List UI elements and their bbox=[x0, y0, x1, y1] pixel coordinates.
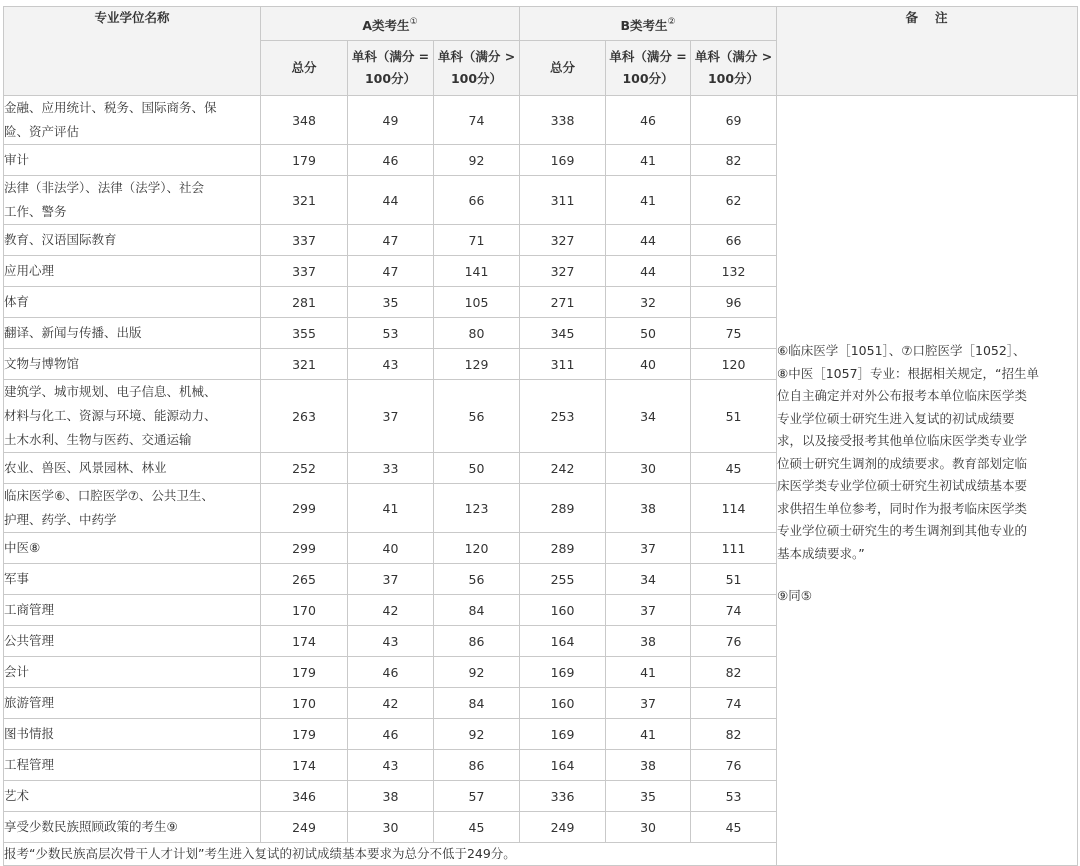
a-single-gt-cell: 84 bbox=[434, 688, 520, 719]
b-total-cell: 327 bbox=[520, 225, 606, 256]
note-cell bbox=[777, 96, 1078, 866]
b-single-eq-cell: 38 bbox=[606, 750, 691, 781]
b-single-gt-cell: 76 bbox=[691, 626, 777, 657]
b-single-eq-cell: 37 bbox=[606, 688, 691, 719]
b-single-gt-cell: 111 bbox=[691, 533, 777, 564]
major-name-cell bbox=[4, 256, 261, 287]
a-single-gt-cell: 66 bbox=[434, 176, 520, 225]
major-name-line: 军事 bbox=[4, 571, 30, 586]
a-total-cell: 249 bbox=[261, 812, 348, 843]
major-name-line: 会计 bbox=[4, 664, 30, 679]
a-total-cell: 265 bbox=[261, 564, 348, 595]
b-total-cell: 311 bbox=[520, 349, 606, 380]
major-name-line: 翻译、新闻与传播、出版 bbox=[4, 325, 142, 340]
b-single-eq-cell: 35 bbox=[606, 781, 691, 812]
b-single-gt-cell: 51 bbox=[691, 564, 777, 595]
major-name-line: 教育、汉语国际教育 bbox=[4, 232, 117, 247]
b-total-cell: 327 bbox=[520, 256, 606, 287]
b-single-gt-cell: 69 bbox=[691, 96, 777, 145]
major-name-cell bbox=[4, 657, 261, 688]
b-single-eq-cell: 41 bbox=[606, 657, 691, 688]
note-line: 专业学位硕士研究生的考生调剂到其他专业的 bbox=[777, 523, 1028, 538]
group-b-header: B类考生② bbox=[520, 7, 777, 41]
a-single-eq-cell: 43 bbox=[348, 626, 434, 657]
a-single-gt-cell: 86 bbox=[434, 750, 520, 781]
b-single-eq-cell: 41 bbox=[606, 719, 691, 750]
b-single-gt-cell: 51 bbox=[691, 380, 777, 453]
b-single-gt-cell: 75 bbox=[691, 318, 777, 349]
b-single-gt-cell: 132 bbox=[691, 256, 777, 287]
note-second: ⑨同⑤ bbox=[777, 588, 812, 603]
major-name-line: 险、资产评估 bbox=[4, 124, 80, 139]
a-single-eq-cell: 30 bbox=[348, 812, 434, 843]
note-line: 位硕士研究生调剂的成绩要求。教育部划定临 bbox=[777, 455, 1028, 471]
a-single-eq-cell: 42 bbox=[348, 688, 434, 719]
major-name-line: 法律（非法学）、法律（法学）、社会 bbox=[4, 180, 205, 195]
a-total-cell: 170 bbox=[261, 595, 348, 626]
b-single-gt-cell: 82 bbox=[691, 719, 777, 750]
note-line: 基本成绩要求。” bbox=[777, 545, 865, 561]
a-single-gt-cell: 105 bbox=[434, 287, 520, 318]
a-single-gt-cell: 92 bbox=[434, 719, 520, 750]
a-single-gt-cell: 71 bbox=[434, 225, 520, 256]
note-paragraph bbox=[777, 340, 1077, 565]
major-name-line: 艺术 bbox=[4, 788, 30, 803]
b-total-cell: 338 bbox=[520, 96, 606, 145]
b-total-cell: 169 bbox=[520, 719, 606, 750]
a-single-eq-cell: 41 bbox=[348, 484, 434, 533]
b-total-cell: 271 bbox=[520, 287, 606, 318]
a-total-cell: 337 bbox=[261, 225, 348, 256]
a-total-cell: 321 bbox=[261, 349, 348, 380]
a-total-cell: 174 bbox=[261, 750, 348, 781]
major-name-cell bbox=[4, 719, 261, 750]
b-single-eq-cell: 41 bbox=[606, 176, 691, 225]
b-single-gt-cell: 62 bbox=[691, 176, 777, 225]
a-single-gt-cell: 92 bbox=[434, 657, 520, 688]
a-single-eq-cell: 33 bbox=[348, 453, 434, 484]
b-total-cell: 253 bbox=[520, 380, 606, 453]
b-single-gt-cell: 114 bbox=[691, 484, 777, 533]
major-name-cell bbox=[4, 380, 261, 453]
major-name-line: 旅游管理 bbox=[4, 695, 55, 710]
a-total-cell: 179 bbox=[261, 719, 348, 750]
name-column-header: 专业学位名称 bbox=[4, 7, 261, 96]
note-column-header: 备 注 bbox=[777, 7, 1078, 96]
b-single-eq-cell: 50 bbox=[606, 318, 691, 349]
a-total-cell: 321 bbox=[261, 176, 348, 225]
b-single-eq-cell: 37 bbox=[606, 595, 691, 626]
group-a-header: A类考生① bbox=[261, 7, 520, 41]
a-total-cell: 174 bbox=[261, 626, 348, 657]
a-single-eq-cell: 44 bbox=[348, 176, 434, 225]
major-name-cell bbox=[4, 176, 261, 225]
b-total-cell: 242 bbox=[520, 453, 606, 484]
a-single-gt-cell: 86 bbox=[434, 626, 520, 657]
major-name-line: 公共管理 bbox=[4, 633, 55, 648]
b-single-gt-cell: 66 bbox=[691, 225, 777, 256]
b-single-gt-cell: 74 bbox=[691, 688, 777, 719]
major-name-line: 审计 bbox=[4, 152, 30, 167]
major-name-line: 材料与化工、资源与环境、能源动力、 bbox=[4, 408, 217, 423]
a-single-eq-cell: 53 bbox=[348, 318, 434, 349]
major-name-line: 工作、警务 bbox=[4, 204, 67, 219]
note-line: 求供招生单位参考，同时作为报考临床医学类 bbox=[777, 500, 1028, 516]
b-total-cell: 255 bbox=[520, 564, 606, 595]
major-name-line: 农业、兽医、风景园林、林业 bbox=[4, 460, 167, 475]
a-single-eq-cell: 37 bbox=[348, 380, 434, 453]
b-single-eq-cell: 40 bbox=[606, 349, 691, 380]
a-total-cell: 179 bbox=[261, 145, 348, 176]
b-single-eq-cell: 44 bbox=[606, 225, 691, 256]
a-single-gt-cell: 80 bbox=[434, 318, 520, 349]
b-total-cell: 169 bbox=[520, 657, 606, 688]
b-total-cell: 249 bbox=[520, 812, 606, 843]
a-single-gt-cell: 141 bbox=[434, 256, 520, 287]
b-single-eq-cell: 41 bbox=[606, 145, 691, 176]
a-total-cell: 179 bbox=[261, 657, 348, 688]
a-single-eq-cell: 47 bbox=[348, 256, 434, 287]
b-single-eq-cell: 34 bbox=[606, 564, 691, 595]
major-name-cell bbox=[4, 318, 261, 349]
b-single-gt-cell: 53 bbox=[691, 781, 777, 812]
a-total-cell: 263 bbox=[261, 380, 348, 453]
b-single-eq-cell: 37 bbox=[606, 533, 691, 564]
major-name-cell bbox=[4, 225, 261, 256]
a-single-gt-cell: 120 bbox=[434, 533, 520, 564]
b-single-eq-cell: 46 bbox=[606, 96, 691, 145]
a-total-cell: 252 bbox=[261, 453, 348, 484]
a-single-gt-cell: 56 bbox=[434, 564, 520, 595]
b-single-eq-cell: 32 bbox=[606, 287, 691, 318]
note-line: 专业学位硕士研究生进入复试的初试成绩要 bbox=[777, 410, 1015, 426]
major-name-line: 工商管理 bbox=[4, 602, 55, 617]
major-name-line: 护理、药学、中药学 bbox=[4, 512, 117, 527]
major-name-cell bbox=[4, 750, 261, 781]
a-single-gt-cell: 84 bbox=[434, 595, 520, 626]
table-body bbox=[4, 96, 1078, 866]
header-row-1 bbox=[4, 7, 1078, 41]
a-single-eq-cell: 43 bbox=[348, 349, 434, 380]
a-single-eq-cell: 46 bbox=[348, 719, 434, 750]
b-single-eq-cell: 30 bbox=[606, 453, 691, 484]
b-total-cell: 311 bbox=[520, 176, 606, 225]
a-single-gt-cell: 129 bbox=[434, 349, 520, 380]
major-name-cell bbox=[4, 533, 261, 564]
a-single-eq-cell: 49 bbox=[348, 96, 434, 145]
table-row bbox=[4, 96, 1078, 145]
a-single-eq-header: 单科（满分 = 100分） bbox=[348, 41, 434, 96]
b-total-header: 总分 bbox=[520, 41, 606, 96]
a-single-eq-cell: 46 bbox=[348, 145, 434, 176]
a-single-gt-cell: 74 bbox=[434, 96, 520, 145]
b-total-cell: 164 bbox=[520, 626, 606, 657]
b-total-cell: 345 bbox=[520, 318, 606, 349]
a-single-gt-cell: 57 bbox=[434, 781, 520, 812]
major-name-line: 工程管理 bbox=[4, 757, 55, 772]
b-single-gt-cell: 76 bbox=[691, 750, 777, 781]
b-single-gt-cell: 96 bbox=[691, 287, 777, 318]
major-name-cell bbox=[4, 287, 261, 318]
major-name-line: 体育 bbox=[4, 294, 30, 309]
a-total-cell: 355 bbox=[261, 318, 348, 349]
footer-note: 报考“少数民族高层次骨干人才计划”考生进入复试的初试成绩基本要求为总分不低于249分。 bbox=[4, 843, 777, 866]
major-name-line: 土木水利、生物与医药、交通运输 bbox=[4, 432, 192, 447]
major-name-cell bbox=[4, 145, 261, 176]
a-single-eq-cell: 46 bbox=[348, 657, 434, 688]
major-name-cell bbox=[4, 484, 261, 533]
b-single-eq-cell: 34 bbox=[606, 380, 691, 453]
major-name-line: 中医⑧ bbox=[4, 540, 41, 555]
b-single-gt-cell: 120 bbox=[691, 349, 777, 380]
b-single-gt-cell: 45 bbox=[691, 453, 777, 484]
b-total-cell: 289 bbox=[520, 533, 606, 564]
note-line: 床医学类专业学位硕士研究生初试成绩基本要 bbox=[777, 478, 1028, 493]
major-name-line: 文物与博物馆 bbox=[4, 356, 80, 371]
a-single-eq-cell: 38 bbox=[348, 781, 434, 812]
major-name-cell bbox=[4, 626, 261, 657]
b-total-cell: 164 bbox=[520, 750, 606, 781]
b-total-cell: 289 bbox=[520, 484, 606, 533]
major-name-line: 应用心理 bbox=[4, 263, 55, 278]
a-total-cell: 348 bbox=[261, 96, 348, 145]
note-line: 求，以及接受报考其他单位临床医学类专业学 bbox=[777, 433, 1028, 448]
b-total-cell: 160 bbox=[520, 688, 606, 719]
a-single-gt-cell: 92 bbox=[434, 145, 520, 176]
major-name-line: 图书情报 bbox=[4, 726, 55, 741]
a-total-header: 总分 bbox=[261, 41, 348, 96]
a-single-eq-cell: 47 bbox=[348, 225, 434, 256]
major-name-line: 享受少数民族照顾政策的考生⑨ bbox=[4, 819, 178, 834]
a-single-gt-cell: 56 bbox=[434, 380, 520, 453]
major-name-line: 金融、应用统计、税务、国际商务、保 bbox=[4, 100, 217, 115]
a-single-gt-cell: 45 bbox=[434, 812, 520, 843]
major-name-cell bbox=[4, 96, 261, 145]
major-name-cell bbox=[4, 688, 261, 719]
a-total-cell: 299 bbox=[261, 484, 348, 533]
a-total-cell: 170 bbox=[261, 688, 348, 719]
note-line: ⑥临床医学［1051］、⑦口腔医学［1052］、 bbox=[777, 343, 1026, 358]
a-single-eq-cell: 40 bbox=[348, 533, 434, 564]
b-single-eq-cell: 38 bbox=[606, 484, 691, 533]
b-single-eq-header: 单科（满分 = 100分） bbox=[606, 41, 691, 96]
b-single-gt-cell: 82 bbox=[691, 657, 777, 688]
a-total-cell: 281 bbox=[261, 287, 348, 318]
major-name-line: 临床医学⑥、口腔医学⑦、公共卫生、 bbox=[4, 488, 214, 503]
b-total-cell: 336 bbox=[520, 781, 606, 812]
a-single-eq-cell: 43 bbox=[348, 750, 434, 781]
major-name-cell bbox=[4, 781, 261, 812]
b-single-gt-cell: 74 bbox=[691, 595, 777, 626]
b-single-gt-header: 单科（满分 > 100分） bbox=[691, 41, 777, 96]
b-single-gt-cell: 45 bbox=[691, 812, 777, 843]
note-line: ⑧中医［1057］专业：根据相关规定，“招生单 bbox=[777, 365, 1040, 381]
a-total-cell: 337 bbox=[261, 256, 348, 287]
major-name-line: 建筑学、城市规划、电子信息、机械、 bbox=[4, 384, 217, 399]
major-name-cell bbox=[4, 812, 261, 843]
a-total-cell: 346 bbox=[261, 781, 348, 812]
b-single-eq-cell: 30 bbox=[606, 812, 691, 843]
major-name-cell bbox=[4, 349, 261, 380]
b-total-cell: 169 bbox=[520, 145, 606, 176]
a-total-cell: 299 bbox=[261, 533, 348, 564]
b-single-gt-cell: 82 bbox=[691, 145, 777, 176]
note-line: 位自主确定并对外公布报考本单位临床医学类 bbox=[777, 388, 1028, 403]
a-single-gt-header: 单科（满分 > 100分） bbox=[434, 41, 520, 96]
major-name-cell bbox=[4, 595, 261, 626]
a-single-eq-cell: 35 bbox=[348, 287, 434, 318]
major-name-cell bbox=[4, 453, 261, 484]
a-single-eq-cell: 37 bbox=[348, 564, 434, 595]
b-single-eq-cell: 38 bbox=[606, 626, 691, 657]
b-single-eq-cell: 44 bbox=[606, 256, 691, 287]
a-single-gt-cell: 123 bbox=[434, 484, 520, 533]
a-single-eq-cell: 42 bbox=[348, 595, 434, 626]
a-single-gt-cell: 50 bbox=[434, 453, 520, 484]
score-table bbox=[3, 6, 1078, 866]
b-total-cell: 160 bbox=[520, 595, 606, 626]
major-name-cell bbox=[4, 564, 261, 595]
